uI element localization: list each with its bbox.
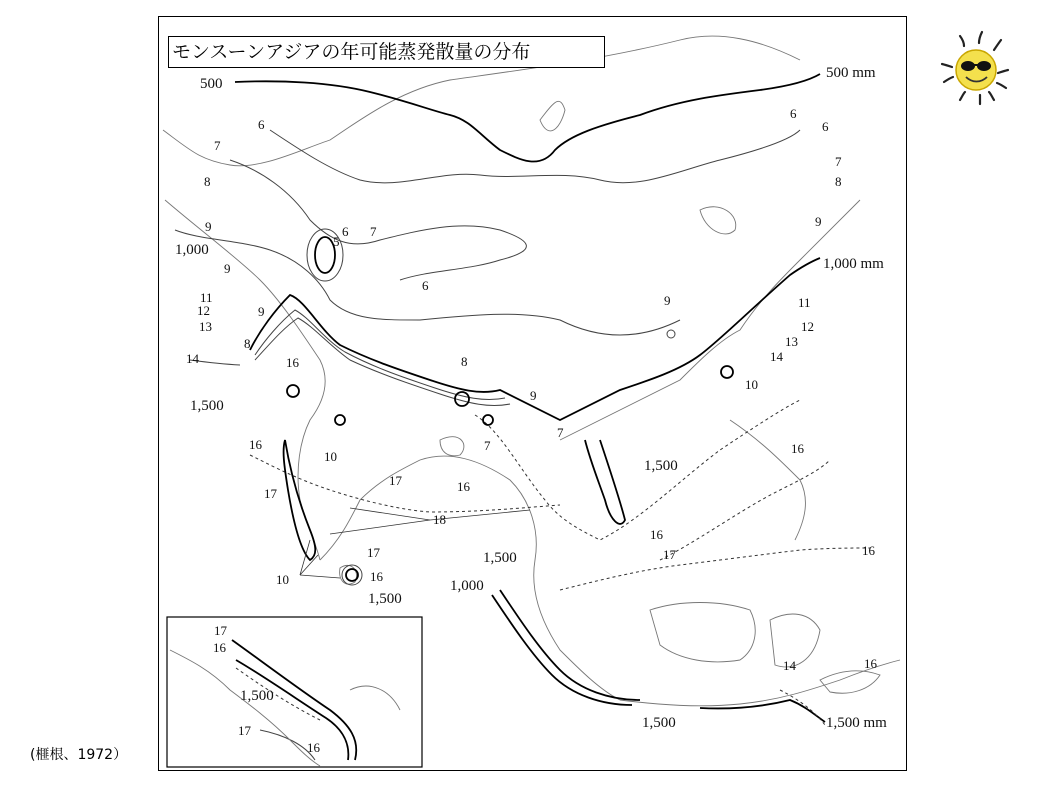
coastlines [163, 36, 900, 706]
label-1500-mm: 1,500 mm [826, 715, 887, 731]
label-10-a: 10 [324, 449, 337, 464]
label-500-mm: 500 mm [826, 65, 876, 81]
label-7-d: 7 [557, 425, 564, 440]
label-7-e: 7 [835, 154, 842, 169]
label-10-b: 10 [276, 572, 289, 587]
label-10-c: 10 [745, 377, 758, 392]
label-16-a: 16 [286, 355, 299, 370]
citation: (榧根、1972） [30, 747, 128, 763]
label-6-d: 6 [790, 106, 797, 121]
label-1500-inset: 1,500 [240, 688, 274, 704]
label-17-inset-b: 17 [238, 723, 251, 738]
label-1500-china: 1,500 [644, 458, 678, 474]
label-17-d: 17 [367, 545, 380, 560]
label-9-d: 9 [530, 388, 537, 403]
label-13-b: 13 [785, 334, 798, 349]
label-11-b: 11 [798, 295, 811, 310]
label-16-f: 16 [862, 543, 875, 558]
label-6-a: 6 [258, 117, 265, 132]
label-6-c: 6 [342, 224, 349, 239]
label-7-c: 7 [484, 438, 491, 453]
label-17-a: 17 [389, 473, 402, 488]
label-17-b: 17 [264, 486, 277, 501]
label-17-c: 17 [663, 547, 676, 562]
label-12-b: 12 [801, 319, 814, 334]
sun-with-sunglasses-icon [930, 26, 1020, 116]
label-1000-south: 1,000 [450, 578, 484, 594]
label-16-d: 16 [650, 527, 663, 542]
label-18: 18 [433, 512, 446, 527]
label-7-a: 7 [214, 138, 221, 153]
label-500: 500 [200, 76, 223, 92]
label-9-a: 9 [205, 219, 212, 234]
label-1000-mm: 1,000 mm [823, 256, 884, 272]
label-1500-java: 1,500 [642, 715, 676, 731]
label-7-b: 7 [370, 224, 377, 239]
label-16-g: 16 [370, 569, 383, 584]
label-17-inset-a: 17 [214, 623, 227, 638]
label-14-c: 14 [783, 658, 796, 673]
map-title: モンスーンアジアの年可能蒸発散量の分布 [168, 36, 605, 68]
label-16-b: 16 [249, 437, 262, 452]
label-9-f: 9 [815, 214, 822, 229]
label-16-e: 16 [791, 441, 804, 456]
label-8-b: 8 [244, 336, 251, 351]
label-1000-west: 1,000 [175, 242, 209, 258]
label-16-inset-b: 16 [307, 740, 320, 755]
label-5: 5 [333, 234, 340, 249]
label-9-b: 9 [224, 261, 231, 276]
label-1500-srilanka: 1,500 [368, 591, 402, 607]
label-12-a: 12 [197, 303, 210, 318]
label-8-a: 8 [204, 174, 211, 189]
label-14-a: 14 [186, 351, 199, 366]
label-6-b: 6 [422, 278, 429, 293]
label-1500-myanmar: 1,500 [483, 550, 517, 566]
label-11-a: 11 [200, 290, 213, 305]
label-13-a: 13 [199, 319, 212, 334]
label-16-c: 16 [457, 479, 470, 494]
label-9-c: 9 [258, 304, 265, 319]
label-16-inset-a: 16 [213, 640, 226, 655]
label-8-c: 8 [461, 354, 468, 369]
label-14-b: 14 [770, 349, 783, 364]
label-8-d: 8 [835, 174, 842, 189]
label-6-e: 6 [822, 119, 829, 134]
label-1500-west: 1,500 [190, 398, 224, 414]
label-16-h: 16 [864, 656, 877, 671]
label-9-e: 9 [664, 293, 671, 308]
